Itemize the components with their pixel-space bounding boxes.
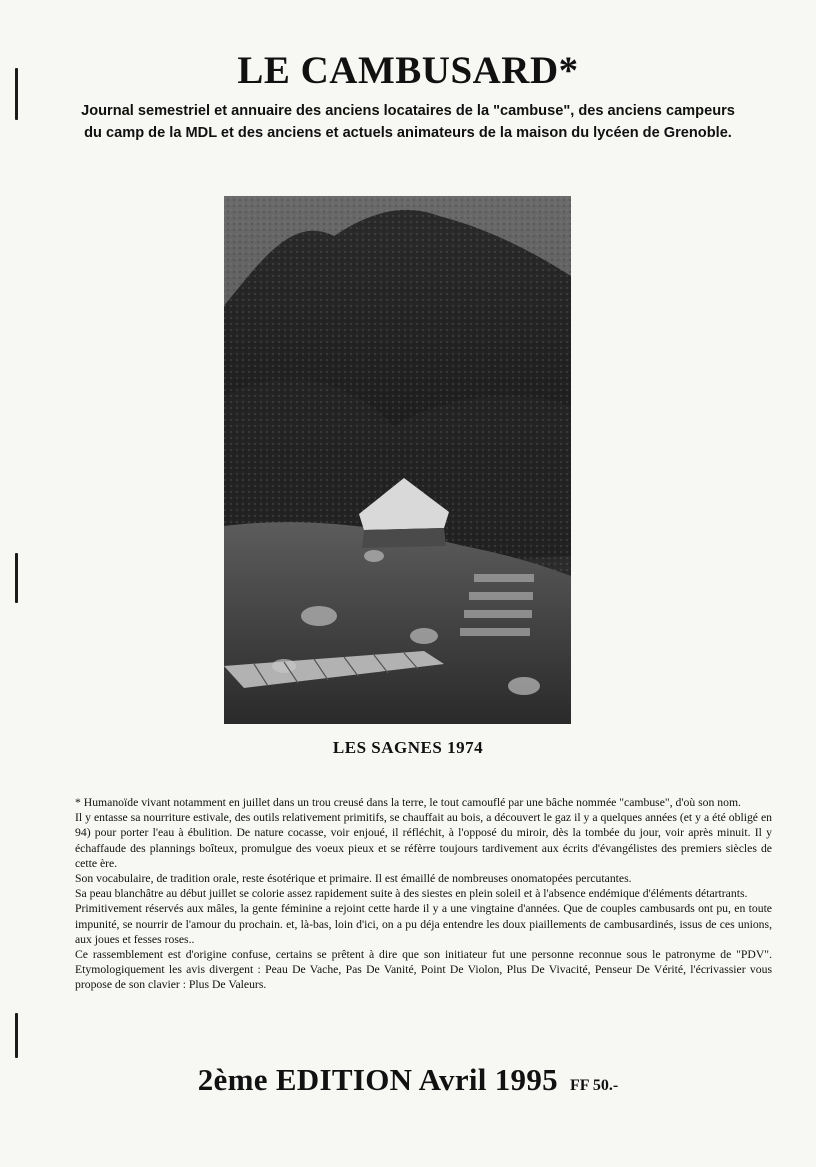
paragraph: Sa peau blanchâtre au début juillet se colorie assez rapidement suite à des siestes en plein soleil et à l'absence endémique d'éléments détartrants. (75, 887, 748, 901)
camp-photo (224, 196, 571, 724)
paragraph: * Humanoïde vivant notamment en juillet dans un trou creusé dans la terre, le tout camouflé par une bâche nommée "cambuse", d'où son nom. (75, 796, 741, 809)
paragraph: Il y entasse sa nourriture estivale, des outils relativement primitifs, se chauffait au bois, a découvert le gaz il y a quelques années (et y a été obligé en 94) pour porter l'eau à ébulition. De nature cocasse, voir enjoué, il réfléchit, à l'opposé du miroir, dès la tombée du jour, voir après minuit. Il y échaffaude des plannings boîteux, promulgue des voeux pieux et se réfèrre toujours tardivement aux écrits d'évangélistes des premiers siècles de cette ère. (75, 811, 772, 870)
edition-line (0, 1062, 816, 1098)
paragraph: Son vocabulaire, de tradition orale, reste ésotérique et primaire. Il est émaillé de nombreuses onomatopées percutantes. (75, 872, 632, 886)
binder-hole-mark-bottom (15, 1013, 18, 1058)
photo-caption: LES SAGNES 1974 (332, 738, 484, 757)
subtitle-line-1: Journal semestriel et annuaire des anciens locataires de la "cambuse", des anciens campeurs (81, 103, 735, 119)
journal-subtitle (40, 100, 776, 144)
journal-title: LE CAMBUSARD* (237, 49, 579, 92)
binder-hole-mark-middle (15, 553, 18, 603)
subtitle-line-2: du camp de la MDL et des anciens et actuels animateurs de la maison du lycéen de Grenoble. (84, 125, 732, 141)
definition-text (75, 795, 772, 993)
edition-label: 2ème EDITION Avril 1995 (197, 1062, 558, 1097)
paragraph: Ce rassemblement est d'origine confuse, certains se prêtent à dire que son initiateur fut une personne reconnue sous le patronyme de "PDV". Etymologiquement les avis divergent : Peau De Vache, Pas De Vanité, Point De Violon, Plus De Vivacité, Penseur De Vérité, l'écrivassier vous propose de son clavier : Plus De Valeurs. (75, 948, 772, 992)
price-label: FF 50.- (569, 1077, 619, 1094)
photo-tent-shadow (362, 528, 446, 548)
paragraph: Primitivement réservés aux mâles, la gente féminine a rejoint cette harde il y a une vingtaine d'années. Que de couples cambusards ont pu, en toute impunité, se nourrir de l'amour du prochain. et, là-bas, loin d'ici, on a pu déja entendre les doux piaillements de cambusardinés, issus de ces unions, aux joues et fesses roses.. (75, 902, 772, 946)
